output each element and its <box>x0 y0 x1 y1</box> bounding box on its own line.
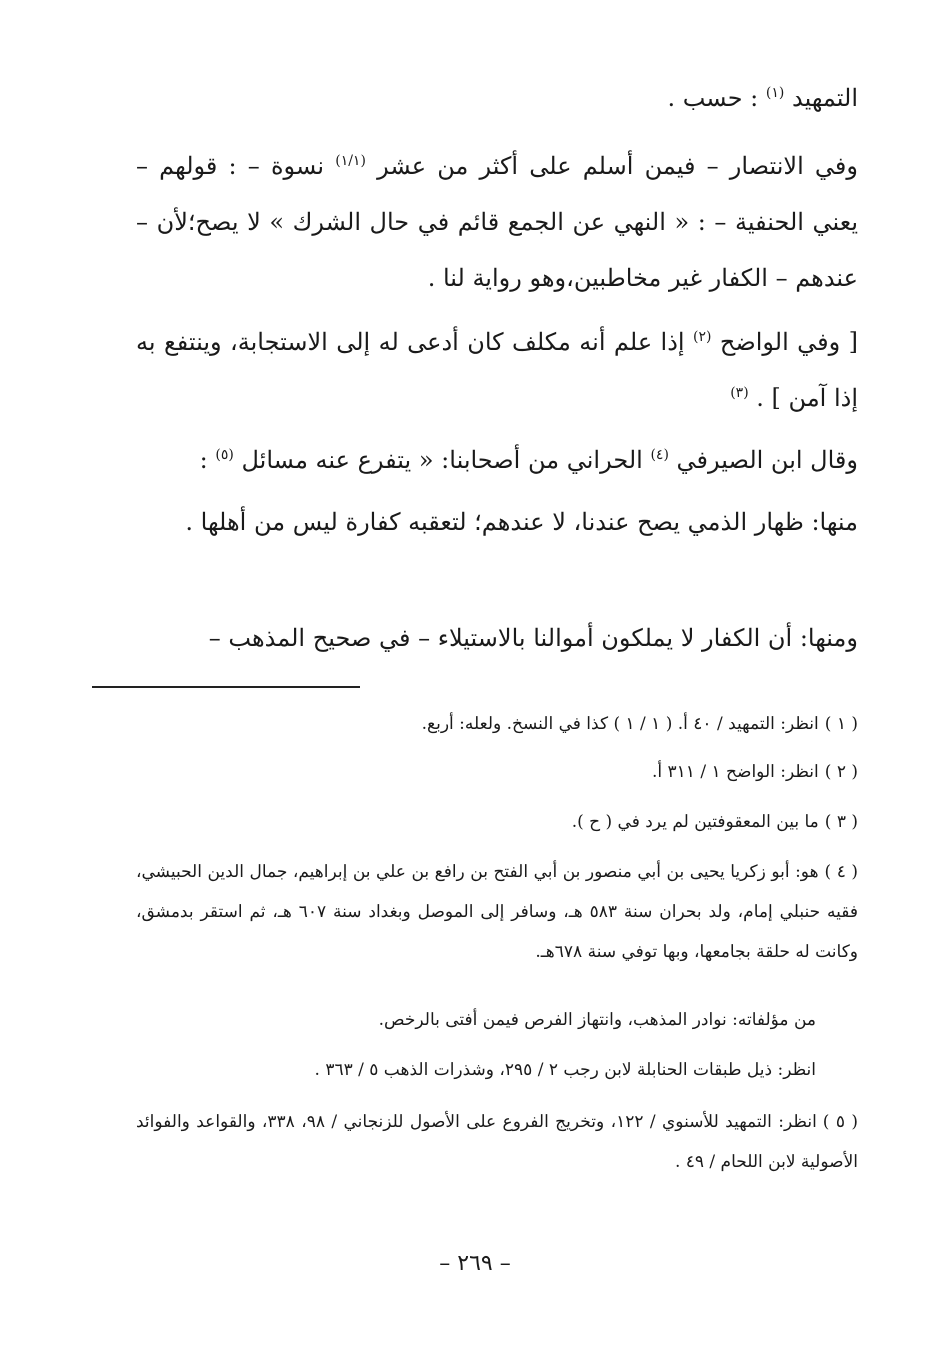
paragraph-3-text-a: [ وفي الواضح <box>719 328 859 356</box>
footnote-ref-4[interactable]: (٤) <box>650 447 669 463</box>
footnote-3-text: ما بين المعقوفتين لم يرد في ( ح ). <box>571 812 819 832</box>
footnote-ref-1-1[interactable]: (١/١) <box>335 153 366 169</box>
paragraph-1-text-b: : حسب . <box>667 84 759 112</box>
footnote-5 <box>136 1102 858 1182</box>
footnote-ref-3[interactable]: (٣) <box>730 385 749 401</box>
footnote-ref-5[interactable]: (٥) <box>215 447 234 463</box>
footnote-4-references: انظر: ذيل طبقات الحنابلة لابن رجب ٢ / ٢٩٥، وشذرات الذهب ٥ / ٣٦٣ . <box>314 1060 816 1080</box>
footnote-ref-1[interactable]: (١) <box>765 85 785 101</box>
footnote-1-number: ( ١ ) <box>824 714 858 734</box>
footnote-5-number: ( ٥ ) <box>822 1112 858 1132</box>
paragraph-5: منها: ظهار الذمي يصح عندنا، لا عندهم؛ لتعقبه كفارة ليس من أهلها . <box>185 508 858 536</box>
footnote-2-text: انظر: الواضح ١ / ٣١١ أ. <box>652 762 819 782</box>
footnote-separator <box>92 686 360 688</box>
paragraph-2-text-a: وفي الانتصار – فيمن أسلم على أكثر من عشر <box>377 152 858 180</box>
footnote-4-text: هو: أبو زكريا يحيى بن أبي منصور بن أبي الفتح بن رافع بن علي بن إبراهيم، جمال الدين الحبيشي، فقيه حنبلي إمام، ولد بحران سنة ٥٨٣ هـ، وسافر إلى الموصل وبغداد سنة ٦٠٧ هـ، ثم استقر بدمشق، وكانت له حلقة بجامعها، وبها توفي سنة ٦٧٨هـ. <box>136 862 859 962</box>
paragraph-4-text-a: وقال ابن الصيرفي <box>676 446 858 474</box>
paragraph-2-text-b: نسوة – : قولهم – يعني الحنفية – : « النهي عن الجمع قائم في حال الشرك » لا يصح؛لأن – عندهم – الكفار غير مخاطبين،وهو رواية لنا . <box>136 152 858 292</box>
paragraph-4 <box>136 432 858 488</box>
footnote-4-number: ( ٤ ) <box>824 862 858 882</box>
footnote-5-text: انظر: التمهيد للأسنوي / ١٢٢، وتخريج الفروع على الأصول للزنجاني / ٩٨، ٣٣٨، والقواعد والفوائد الأصولية لابن اللحام / ٤٩ . <box>136 1112 858 1172</box>
paragraph-3 <box>136 314 858 426</box>
paragraph-6: ومنها: أن الكفار لا يملكون أموالنا بالاستيلاء – في صحيح المذهب – <box>208 624 858 652</box>
footnote-1 <box>136 704 858 744</box>
page-number: – ٢٦٩ – <box>439 1251 511 1276</box>
footnote-1-text: انظر: التمهيد / ٤٠ أ. ( ١ / ١ ) كذا في النسخ. ولعله: أربع. <box>421 714 819 734</box>
footnote-3 <box>136 802 858 842</box>
paragraph-2 <box>136 138 858 306</box>
paragraph-4-text-b: الحراني من أصحابنا: « يتفرع عنه مسائل <box>241 446 643 474</box>
paragraph-1-text-a: التمهيد <box>792 84 858 112</box>
footnote-ref-2[interactable]: (٢) <box>692 329 712 345</box>
paragraph-1 <box>136 70 858 126</box>
footnote-2-number: ( ٢ ) <box>824 762 858 782</box>
paragraph-3-text-b: إذا علم أنه مكلف كان أدعى له إلى الاستجابة، وينتفع به إذا آمن ] . <box>136 328 858 412</box>
footnote-4-works: من مؤلفاته: نوادر المذهب، وانتهاز الفرص فيمن أفتى بالرخص. <box>378 1010 816 1030</box>
footnote-3-number: ( ٣ ) <box>824 812 858 832</box>
footnote-2 <box>136 752 858 792</box>
footnote-4 <box>136 852 858 972</box>
paragraph-4-text-c: : <box>199 446 208 474</box>
